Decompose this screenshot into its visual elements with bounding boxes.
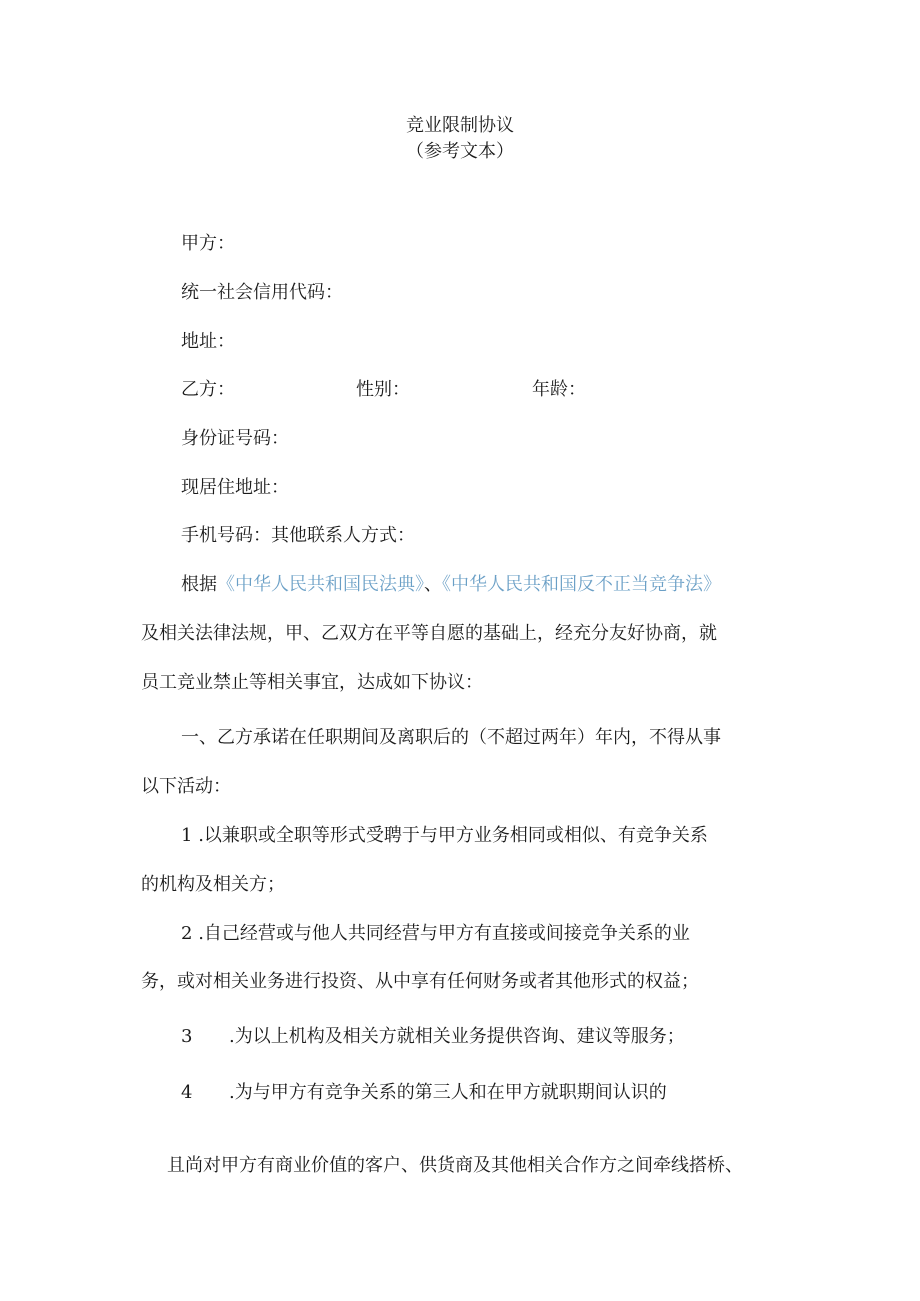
intro-separator: 、 (424, 574, 442, 595)
item-3-number: 3 (181, 1026, 193, 1047)
item-2-text: .自己经营或与他人共同经营与甲方有直接或间接竞争关系的业 (198, 923, 690, 944)
intro-line-1 (181, 572, 721, 598)
field-credit-code: 统一社会信用代码： (181, 282, 343, 303)
field-residence: 现居住地址： (181, 477, 289, 498)
item-3-text: .为以上机构及相关方就相关业务提供咨询、建议等服务； (229, 1026, 685, 1047)
law-link-civil-code[interactable]: 《中华人民共和国民法典》 (217, 574, 424, 595)
field-id-number: 身份证号码： (181, 428, 289, 449)
item-4-text: .为与甲方有竞争关系的第三人和在甲方就职期间认识的 (229, 1082, 667, 1103)
field-party-b: 乙方： (181, 379, 235, 400)
field-address: 地址： (181, 331, 235, 352)
item-1-line-2: 的机构及相关方； (141, 874, 285, 895)
item-4-number: 4 (181, 1082, 193, 1103)
item-1-text: .以兼职或全职等形式受聘于与甲方业务相同或相似、有竞争关系 (198, 825, 708, 846)
intro-line-2: 及相关法律法规，甲、乙双方在平等自愿的基础上，经充分友好协商，就 (141, 623, 717, 644)
intro-line-3: 员工竞业禁止等相关事宜，达成如下协议： (141, 672, 483, 693)
intro-prefix: 根据 (181, 574, 217, 595)
clause-1-line-1: 一、乙方承诺在任职期间及离职后的（不超过两年）年内，不得从事 (181, 727, 721, 748)
item-2-line-2: 务，或对相关业务进行投资、从中享有任何财务或者其他形式的权益； (141, 971, 699, 992)
clause-1-line-2: 以下活动： (141, 776, 231, 797)
item-1-line-1 (181, 823, 708, 849)
law-link-anti-unfair-competition[interactable]: 《中华人民共和国反不正当竞争法》 (442, 574, 721, 595)
continuation-line: 且尚对甲方有商业价值的客户、供货商及其他相关合作方之间牵线搭桥、 (167, 1155, 743, 1176)
field-phone: 手机号码：其他联系人方式： (181, 525, 415, 546)
field-gender: 性别： (356, 379, 410, 400)
document-title: 竞业限制协议 (406, 115, 514, 136)
item-1-number: 1 (181, 825, 193, 846)
item-2-number: 2 (181, 923, 193, 944)
item-2-line-1 (181, 921, 690, 947)
field-age: 年龄： (532, 379, 586, 400)
field-party-a: 甲方： (181, 233, 235, 254)
document-subtitle: （参考文本） (406, 141, 514, 162)
